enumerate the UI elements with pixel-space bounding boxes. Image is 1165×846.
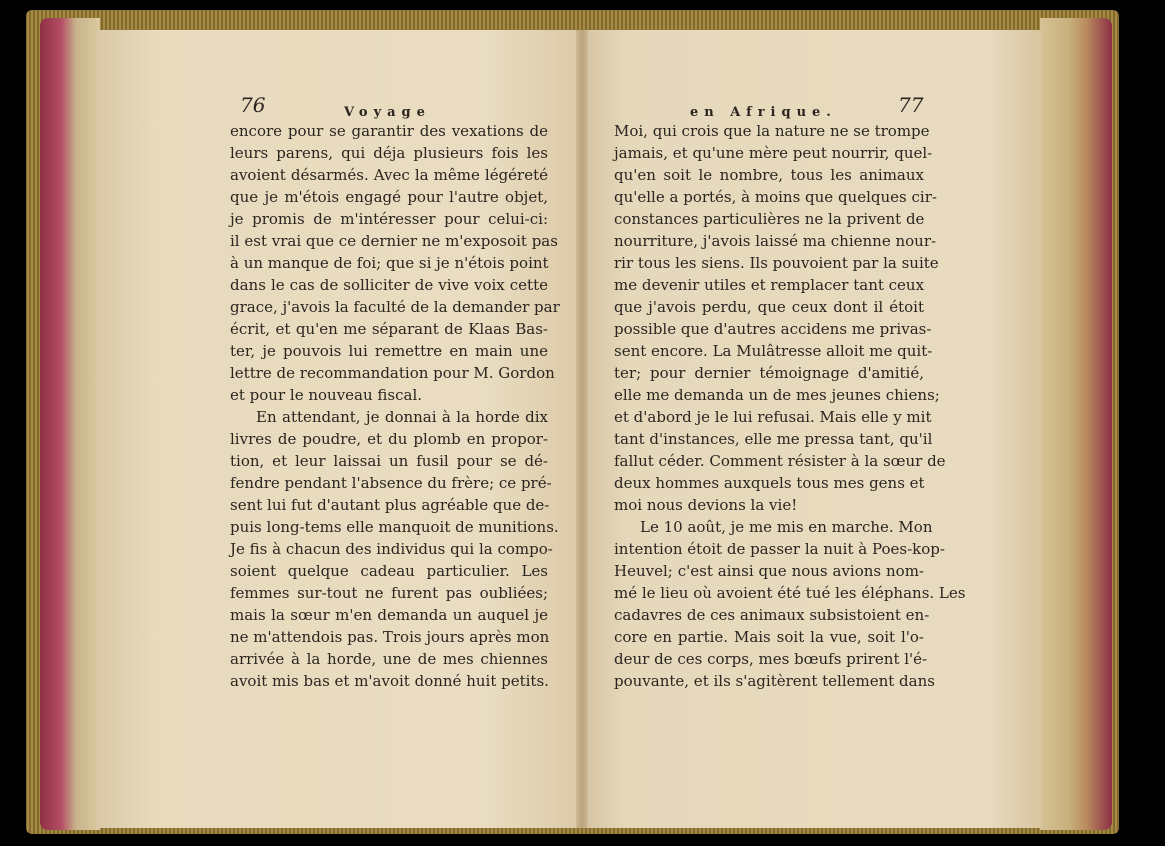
- book-gutter: [576, 30, 588, 828]
- left-folio: 76: [240, 93, 266, 117]
- text-line: Moi, qui crois que la nature ne se trompe: [614, 122, 930, 140]
- text-line: sent lui fut d'autant plus agréable que de-: [230, 496, 550, 514]
- text-line: deur de ces corps, mes bœufs prirent l'é-: [614, 650, 928, 668]
- right-running-title: [690, 101, 837, 120]
- text-line: sent encore. La Mulâtresse alloit me quit-: [614, 342, 933, 360]
- text-line: mais la sœur m'en demanda un auquel je: [230, 606, 548, 624]
- text-line: cadavres de ces animaux subsistoient en-: [614, 606, 930, 624]
- text-line: écrit, et qu'en me séparant de Klaas Bas-: [230, 320, 548, 338]
- text-line: dans le cas de solliciter de vive voix cette: [230, 276, 548, 294]
- right-running-head-title: en Afrique.: [690, 105, 837, 120]
- text-line: qu'elle a portés, à moins que quelques cir-: [614, 188, 937, 206]
- left-running-head: [240, 93, 265, 117]
- text-line: tant d'instances, elle me pressa tant, qu'il: [614, 430, 933, 448]
- text-line: lettre de recommandation pour M. Gordon: [230, 364, 555, 382]
- text-line: et pour le nouveau fiscal.: [230, 386, 423, 404]
- text-line: ter; pour dernier témoignage d'amitié,: [614, 364, 924, 382]
- text-line: mé le lieu où avoient été tué les éléphans. Les: [614, 584, 966, 602]
- text-line: je promis de m'intéresser pour celui-ci:: [230, 210, 548, 228]
- text-line: puis long-tems elle manquoit de munitions.: [230, 518, 559, 536]
- text-line: livres de poudre, et du plomb en propor-: [230, 430, 548, 448]
- right-running-head: [898, 93, 923, 117]
- left-page-edges: [40, 18, 100, 830]
- text-line: à un manque de foi; que si je n'étois point: [230, 254, 549, 272]
- text-line: grace, j'avois la faculté de la demander par: [230, 298, 560, 316]
- text-line: ne m'attendois pas. Trois jours après mon: [230, 628, 550, 646]
- text-line: encore pour se garantir des vexations de: [230, 122, 548, 140]
- text-line: qu'en soit le nombre, tous les animaux: [614, 166, 924, 184]
- left-running-title: [344, 101, 431, 120]
- text-line: deux hommes auxquels tous mes gens et: [614, 474, 925, 492]
- text-line: moi nous devions la vie!: [614, 496, 798, 514]
- text-line: femmes sur-tout ne furent pas oubliées;: [230, 584, 548, 602]
- text-line: fallut céder. Comment résister à la sœur de: [614, 452, 946, 470]
- right-page-text: [614, 120, 966, 692]
- text-line: ter, je pouvois lui remettre en main une: [230, 342, 548, 360]
- text-line: constances particulières ne la privent de: [614, 210, 925, 228]
- text-line: il est vrai que ce dernier ne m'exposoit pas: [230, 232, 558, 250]
- text-line: avoit mis bas et m'avoit donné huit petits.: [230, 672, 549, 690]
- text-line: elle me demanda un de mes jeunes chiens;: [614, 386, 940, 404]
- text-line: que j'avois perdu, que ceux dont il étoit: [614, 298, 924, 316]
- text-line: Heuvel; c'est ainsi que nous avions nom-: [614, 562, 924, 580]
- right-page-edges: [1040, 18, 1112, 830]
- text-line: Je fis à chacun des individus qui la compo-: [230, 540, 553, 558]
- text-line: core en partie. Mais soit la vue, soit l'o-: [614, 628, 924, 646]
- text-line: pouvante, et ils s'agitèrent tellement dans: [614, 672, 935, 690]
- text-line: avoient désarmés. Avec la même légéreté: [230, 166, 548, 184]
- text-line: possible que d'autres accidens me privas-: [614, 320, 932, 338]
- text-line: jamais, et qu'une mère peut nourrir, quel-: [614, 144, 933, 162]
- text-line: tion, et leur laissai un fusil pour se dé-: [230, 452, 548, 470]
- text-line: arrivée à la horde, une de mes chiennes: [230, 650, 548, 668]
- text-line: leurs parens, qui déja plusieurs fois les: [230, 144, 548, 162]
- text-line: et d'abord je le lui refusai. Mais elle y mit: [614, 408, 932, 426]
- text-line: rir tous les siens. Ils pouvoient par la suite: [614, 254, 939, 272]
- left-page-text: [230, 120, 560, 692]
- text-line: Le 10 août, je me mis en marche. Mon: [640, 518, 933, 536]
- text-line: soient quelque cadeau particulier. Les: [230, 562, 548, 580]
- text-line: En attendant, je donnai à la horde dix: [256, 408, 548, 426]
- right-folio: 77: [898, 93, 924, 117]
- left-running-head-title: Voyage: [344, 105, 431, 120]
- text-line: que je m'étois engagé pour l'autre objet,: [230, 188, 548, 206]
- text-line: nourriture, j'avois laissé ma chienne nour-: [614, 232, 937, 250]
- text-line: me devenir utiles et remplacer tant ceux: [614, 276, 925, 294]
- text-line: fendre pendant l'absence du frère; ce pré-: [230, 474, 552, 492]
- text-line: intention étoit de passer la nuit à Poes-kop-: [614, 540, 945, 558]
